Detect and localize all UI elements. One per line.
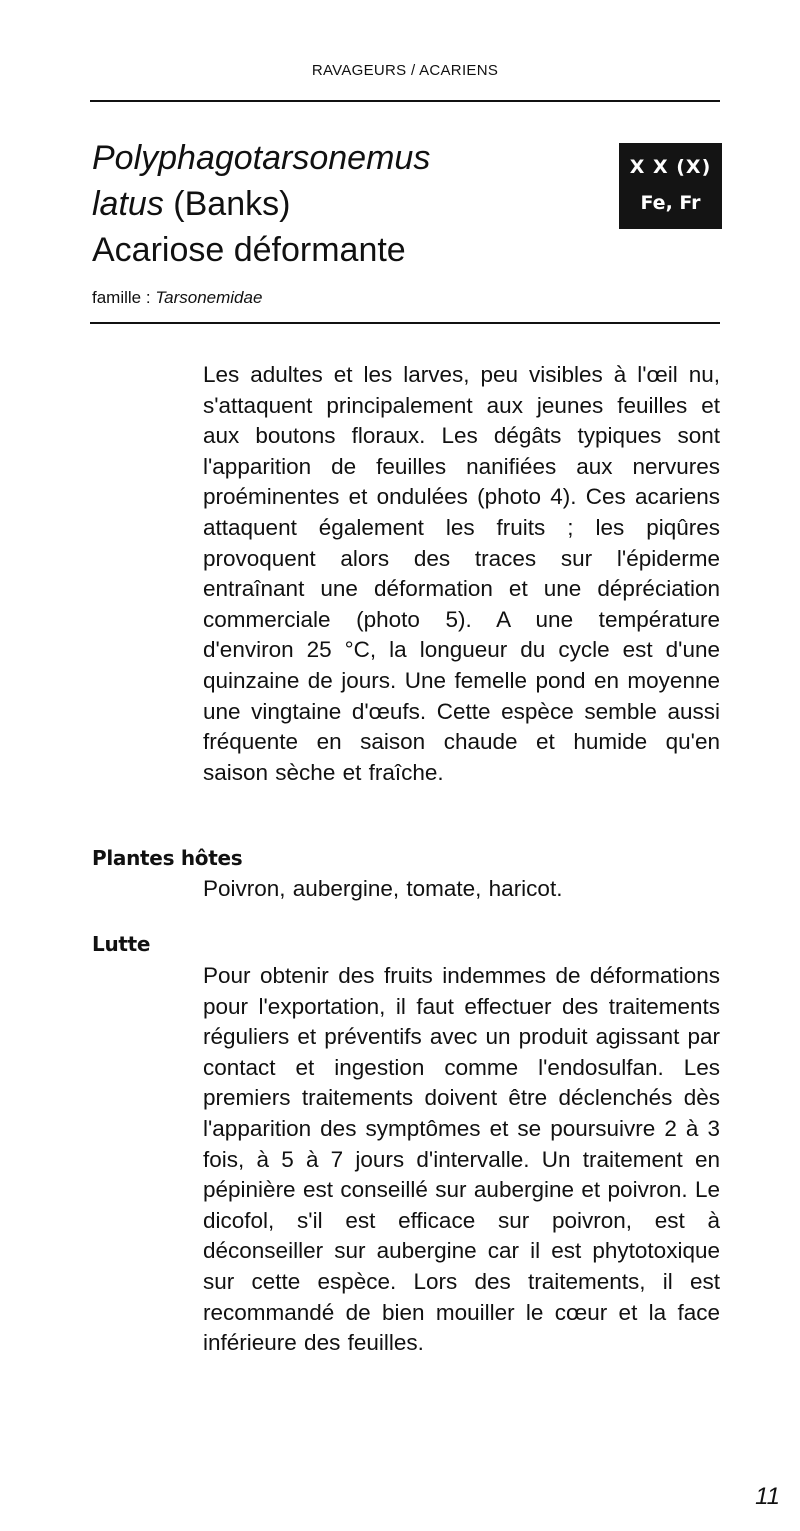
family-line <box>92 288 262 308</box>
control-paragraph: Pour obtenir des fruits indemmes de déformations pour l'exportation, il faut effectuer des traitements réguliers et préventifs avec un produit agissant par contact et ingestion comme l'endosulfan. Les premiers traitements doivent être déclenchés dès l'apparition des symptômes et se poursuivre 2 à 3 fois, à 5 à 7 jours d'intervalle. Un traitement en pépinière est conseillé sur aubergine et poivron. Le dicofol, s'il est efficace sur poivron, est à déconseiller sur aubergine car il est phytotoxique sur cette espèce. Lors des traitements, il est recommandé de bien mouiller le cœur et la face inférieure des feuilles. <box>203 963 720 1356</box>
species-author: (Banks) <box>173 185 291 223</box>
family-label: famille : <box>92 288 151 307</box>
page-number: 11 <box>755 1483 780 1510</box>
control-heading: Lutte <box>92 932 151 956</box>
description-paragraph: Les adultes et les larves, peu visibles à l'œil nu, s'attaquent principalement aux jeunes feuilles et aux boutons floraux. Les dégâts typiques sont l'apparition de feuilles nanifiées aux nervures proéminentes et ondulées (photo 4). Ces acariens attaquent également les fruits ; les piqûres provoquent alors des traces sur l'épiderme entraînant une déformation et une dépréciation commerciale (photo 5). A une température d'environ 25 °C, la longueur du cycle est d'une quinzaine de jours. Une femelle pond en moyenne une vingtaine d'œufs. Cette espèce semble aussi fréquente en saison chaude et humide qu'en saison sèche et fraîche. <box>203 362 720 785</box>
host-plants-heading: Plantes hôtes <box>92 846 243 870</box>
header-rule <box>90 100 720 102</box>
species-epithet: latus <box>92 185 164 223</box>
species-title <box>92 135 572 273</box>
genus-name: Polyphagotarsonemus <box>92 139 431 177</box>
common-name: Acariose déformante <box>92 231 406 269</box>
running-head: RAVAGEURS / ACARIENS <box>311 62 499 79</box>
section-rule <box>90 322 720 324</box>
importance-badge <box>619 143 722 229</box>
host-plants-text: Poivron, aubergine, tomate, haricot. <box>203 876 563 901</box>
region-codes: Fe, Fr <box>640 192 701 214</box>
species-line <box>92 181 572 227</box>
family-name: Tarsonemidae <box>155 288 263 307</box>
importance-rating: X X (X) <box>629 156 712 178</box>
